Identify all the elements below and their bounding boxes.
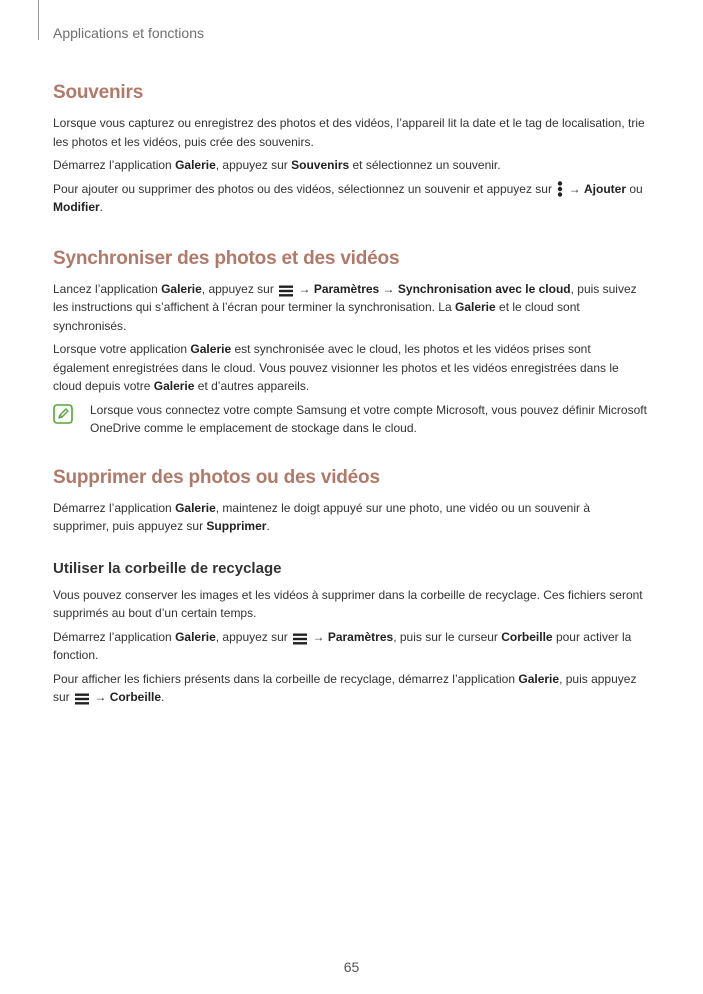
- section-title-souvenirs: Souvenirs: [53, 82, 144, 103]
- souvenirs-edit-paragraph: Pour ajouter ou supprimer des photos ou des vidéos, sélectionnez un souvenir et appuyez sur → Ajouter ou Modifier.: [53, 181, 643, 214]
- sync-launch-paragraph: Lancez l’application Galerie, appuyez sur → Paramètres → Synchronisation avec le cloud, puis suivez les instructions qui s’affichent à l’écran pour terminer la synchronisation. La Galerie et le cloud sont synchronisés.: [53, 281, 637, 333]
- souvenirs-start-paragraph: Démarrez l’application Galerie, appuyez sur Souvenirs et sélectionnez un souvenir.: [53, 158, 501, 172]
- note-text: Lorsque vous connectez votre compte Samsung et votre compte Microsoft, vous pouvez définir Microsoft OneDrive comme le emplacement de stockage dans le cloud.: [90, 402, 647, 435]
- section-title-supprimer: Supprimer des photos ou des vidéos: [53, 466, 380, 488]
- delete-paragraph: Démarrez l’application Galerie, maintenez le doigt appuyé sur une photo, une vidéo ou un souvenir à supprimer, puis appuyez sur Supprimer.: [53, 500, 591, 533]
- more-options-icon: [557, 181, 563, 197]
- menu-icon: [279, 285, 293, 297]
- note: [53, 401, 649, 438]
- section-title-synchroniser: Synchroniser des photos et des vidéos: [53, 247, 400, 269]
- menu-icon: [293, 633, 307, 645]
- recycle-view-paragraph: Pour afficher les fichiers présents dans la corbeille de recyclage, démarrez l’application Galerie, puis appuyez sur → Corbeille.: [53, 671, 637, 704]
- page-content: [53, 82, 649, 712]
- header-title: Applications et fonctions: [53, 25, 204, 41]
- section-souvenirs: [53, 82, 649, 217]
- page-number: 65: [343, 959, 360, 975]
- section-supprimer: [53, 467, 649, 536]
- sync-cloud-paragraph: Lorsque votre application Galerie est synchronisée avec le cloud, les photos et les vidéos prises sont également enregistrées dans le cloud. Vous pouvez visionner les photos et les vidéos enregistrées dans le cloud depuis votre Galerie et d’autres appareils.: [53, 342, 619, 393]
- menu-icon: [75, 693, 89, 705]
- recycle-intro: Vous pouvez conserver les images et les vidéos à supprimer dans la corbeille de recyclage. Ces fichiers seront supprimés au bout d’un certain temps.: [53, 587, 643, 620]
- section-corbeille: [53, 560, 649, 707]
- note-pencil-icon: [53, 404, 73, 424]
- section-synchroniser: [53, 248, 649, 438]
- subsection-title-corbeille: Utiliser la corbeille de recyclage: [53, 559, 282, 577]
- header-divider: [38, 0, 39, 40]
- souvenirs-intro: Lorsque vous capturez ou enregistrez des photos et des vidéos, l’appareil lit la date et le tag de localisation, trie les photos et les vidéos, puis crée des souvenirs.: [53, 116, 645, 149]
- recycle-enable-paragraph: Démarrez l’application Galerie, appuyez sur → Paramètres, puis sur le curseur Corbeille pour activer la fonction.: [53, 629, 632, 662]
